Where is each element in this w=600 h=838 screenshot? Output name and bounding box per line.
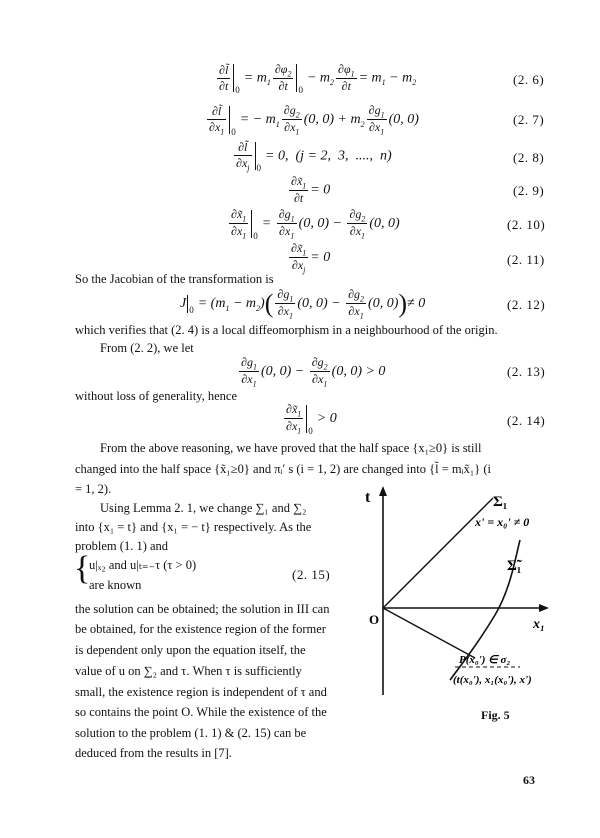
- equation-2-7: $\frac{\partial l̃}{\partial x_1}$ $_0= - m_1$ $\frac{\partial g_2}{\partial x_1}$ (0, $0) + m_2$ $\frac{\partial g_1}{\partial x_1}$ (0, 0): [209, 103, 419, 138]
- equation-number: (2. 14): [507, 413, 546, 428]
- cases-brace: {: [74, 550, 91, 587]
- figure-caption: Fig. 5: [481, 708, 510, 722]
- equation-number: (2. 8): [513, 150, 545, 165]
- sigma1-condition: x' = x₀' ≠ 0: [475, 515, 530, 529]
- body-line-6: so contains the point O. While the existence of the: [75, 705, 327, 719]
- equation-2-9: $\frac{\partial x̃_1}{\partial t}$ = 0: [291, 174, 331, 206]
- equation-2-13: $\frac{\partial g_1}{\partial x_1}$ (0, 0) − $\frac{\partial g_2}{\partial x_1}$ (0, 0) > 0: [241, 355, 386, 389]
- equation-number: (2. 12): [507, 297, 546, 312]
- point-label: P(x₀') ∈ σ₂: [459, 654, 511, 666]
- origin-label: O: [369, 612, 380, 627]
- body-line-8: deduced from the results in [7].: [75, 746, 232, 760]
- equation-number: (2. 15): [292, 567, 331, 582]
- equation-2-14: $\frac{\partial x̃_1}{\partial x_1}$ $_0$> 0: [286, 402, 337, 437]
- body-line-4: value of u on ∑₂ and τ. When τ is sufficiently: [75, 664, 302, 678]
- x-axis-arrow: [539, 604, 549, 612]
- paragraph-lemma-line-1: Using Lemma 2. 1, we change ∑₁ and ∑₂: [100, 501, 307, 515]
- body-line-5: small, the existence region is independent of τ and: [75, 685, 327, 699]
- equation-2-8: $\frac{\partial l̃}{\partial x_j}$ $_0$= 0, (j = 2, 3, ...., n): [236, 140, 392, 174]
- equation-2-12: J $_0 = (m_1 - m_2)$( $\frac{\partial g_1}{\partial x_1}$ (0, 0) − $\frac{\partial g_2}{\partial x_1}$ (0, 0))≠ 0: [180, 287, 426, 321]
- body-line-2: be obtained, for the existence region of the former: [75, 622, 326, 636]
- body-line-7: solution to the problem (1. 1) & (2. 15) can be: [75, 726, 307, 740]
- equation-number: (2. 11): [507, 252, 545, 267]
- equation-2-10: $\frac{\partial x̃_1}{\partial x_1}$ $_0$= $\frac{\partial g_1}{\partial x_1}$ (0, 0) − $\frac{\partial g_2}{\partial x_1}$ (0, 0): [231, 207, 400, 242]
- paragraph-lemma-line-2: into {x₁ = t} and {x₁ = − t} respectively. As the: [75, 520, 312, 534]
- figure-5: [355, 480, 555, 705]
- paragraph-lemma-line-3: problem (1. 1) and: [75, 539, 169, 553]
- equation-number: (2. 7): [513, 112, 545, 127]
- paragraph-without-loss: without loss of generality, hence: [75, 389, 237, 403]
- page-number: 63: [523, 773, 535, 787]
- equation-2-6: $\frac{\partial l̃}{\partial t}$ $_0= m_1$ $\frac{\partial\varphi_2}{\partial t}$ $_0- m_2$ $\frac{\partial\varphi_1}{\partial t}$ = $m_1 - m_2$: [219, 62, 417, 96]
- equation-number: (2. 9): [513, 183, 545, 198]
- t-axis-arrow: [379, 486, 387, 496]
- equation-2-11: $\frac{\partial x̃_1}{\partial x_j}$ = 0: [291, 241, 331, 275]
- paragraph-reasoning-line-3: = 1, 2).: [75, 482, 112, 496]
- sigma-tilde-label: Σ̃₁: [507, 558, 522, 574]
- body-line-1: the solution can be obtained; the solution in III can: [75, 602, 330, 616]
- paragraph-from22: From (2. 2), we let: [100, 341, 194, 355]
- paragraph-jacobian: So the Jacobian of the transformation is: [75, 272, 274, 286]
- equation-number: (2. 10): [507, 217, 546, 232]
- x-axis-label: x₁: [533, 617, 545, 632]
- equation-number: (2. 6): [513, 72, 545, 87]
- paragraph-verifies: which verifies that (2. 4) is a local diffeomorphism in a neighbourhood of the origin.: [75, 323, 498, 337]
- known-line-2: are known: [89, 578, 142, 592]
- t-axis-label: t: [365, 489, 371, 506]
- point-coords: (t(x₀'), x₁(x₀'), x'): [453, 674, 532, 686]
- sigma1-label: Σ₁: [493, 494, 508, 510]
- known-line-1: u|ₓ₂ and u|ₜ₌₋τ (τ > 0): [89, 558, 197, 572]
- equation-number: (2. 13): [507, 364, 546, 379]
- body-line-3: is dependent only upon the equation itself, the: [75, 643, 306, 657]
- paragraph-reasoning-line-2: changed into the half space {x̃₁≥0} and πᵢ′ s (i = 1, 2) are changed into {l̃ = mᵢx̃₁} (i: [75, 462, 492, 476]
- paragraph-reasoning-line-1: From the above reasoning, we have proved that the half space {x₁≥0} is still: [100, 441, 482, 455]
- lower-line: [383, 608, 475, 658]
